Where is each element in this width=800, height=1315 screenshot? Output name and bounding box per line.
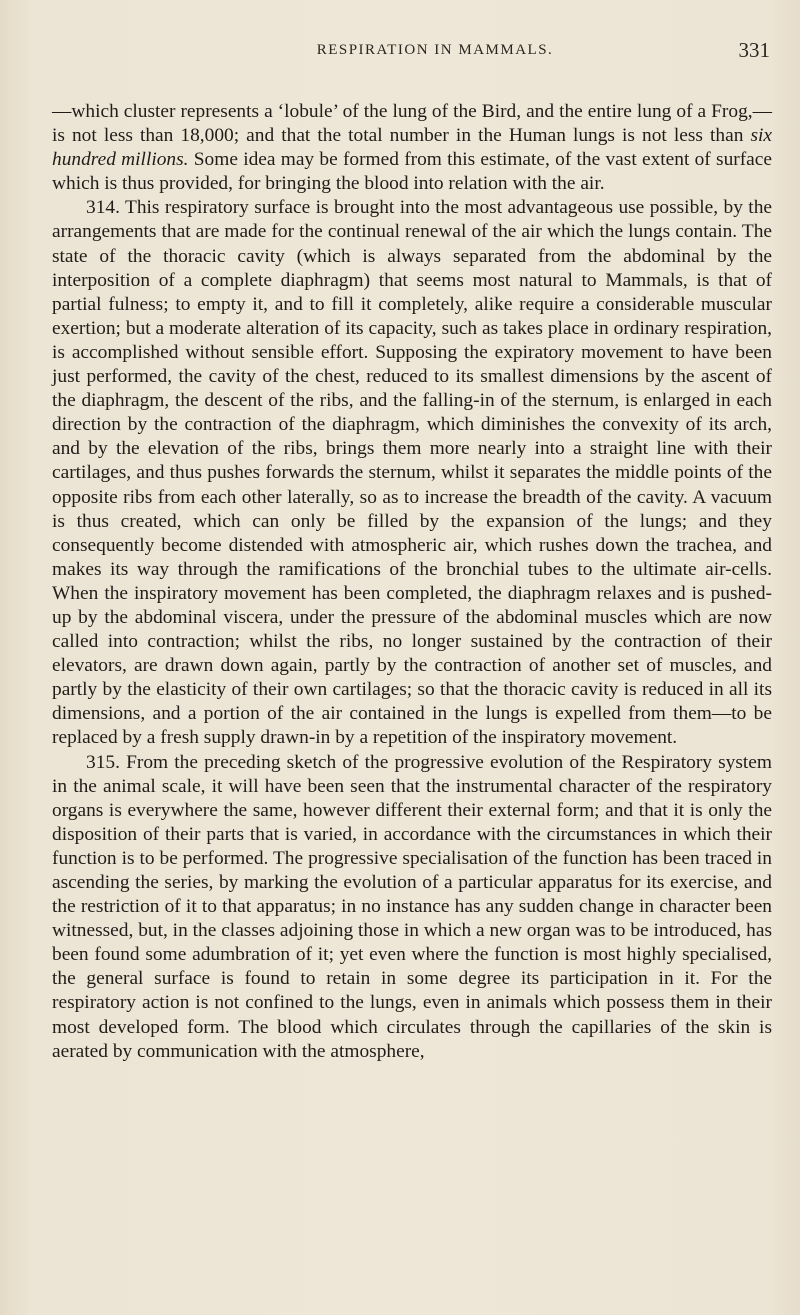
body-text [52,100,772,1064]
paragraph-continued [52,100,772,196]
page-header [100,38,770,68]
emphasized-text: six hundred millions. [52,125,772,171]
paragraph-number: 314. [86,197,120,219]
paragraph-314 [52,196,772,750]
paragraph-text: From the preceding sketch of the progressive evolution of the Respiratory system in the animal scale, it will have been seen that the instrumental character of the respiratory organs is everywhere the same, however different their external form; and that it is only the disposition of their parts that is varied, in accordance with the circumstances in which their function is to be performed. The progressive specialisation of the function has been traced in ascending the series, by marking the evolution of a particular apparatus for its exercise, and the restriction of it to that apparatus; in no instance has any sudden change in character been witnessed, but, in the classes adjoining those in which a new organ was to be introduced, has been found some adumbration of it; yet even where the function is most highly specialised, the general surface is found to retain in some degree its participation in it. For the respiratory action is not confined to the lungs, even in animals which possess them in their most developed form. The blood which circulates through the capillaries of the skin is aerated by communication with the atmosphere, [52,751,772,1062]
paragraph-number: 315. [86,751,120,773]
paragraph-315 [52,751,772,1064]
paragraph-text: Some idea may be formed from this estimate, of the vast extent of surface which is thus provided, for bringing the blood into relation with the air. [52,149,772,195]
paragraph-text: This respiratory surface is brought into the most advantageous use possible, by the arrangements that are made for the continual renewal of the air which the lungs contain. The state of the thoracic cavity (which is always separated from the abdominal by the interposition of a complete diaphragm) that seems most natural to Mammals, is that of partial fulness; to empty it, and to fill it completely, alike require a considerable muscular exertion; but a moderate alteration of its capacity, such as takes place in ordinary respiration, is accomplished without sensible effort. Supposing the expiratory movement to have been just performed, the cavity of the chest, reduced to its smallest dimensions by the ascent of the diaphragm, the descent of the ribs, and the falling-in of the sternum, is enlarged in each direction by the contraction of the diaphragm, which diminishes the convexity of its arch, and by the elevation of the ribs, brings them more nearly into a straight line with their cartilages, and thus pushes forwards the sternum, whilst it separates the middle points of the opposite ribs from each other laterally, so as to increase the breadth of the cavity. A vacuum is thus created, which can only be filled by the expansion of the lungs; and they consequently become distended with atmospheric air, which rushes down the trachea, and makes its way through the ramifications of the bronchial tubes to the ultimate air-cells. When the inspiratory movement has been completed, the diaphragm relaxes and is pushed-up by the abdominal viscera, under the pressure of the abdominal muscles which are now called into contraction; whilst the ribs, no longer sustained by the contraction of their elevators, are drawn down again, partly by the contraction of another set of muscles, and partly by the elasticity of their own cartilages; so that the thoracic cavity is reduced in all its dimensions, and a portion of the air contained in the lungs is expelled from them—to be replaced by a fresh supply drawn-in by a repetition of the inspiratory movement. [52,197,772,749]
paragraph-text: —which cluster represents a ‘lobule’ of the lung of the Bird, and the entire lung of a Frog,—is not less than 18,000; and that the total number in the Human lungs is not less than [52,101,772,147]
page-number: 331 [738,38,770,62]
running-head: RESPIRATION IN MAMMALS. [316,42,554,58]
